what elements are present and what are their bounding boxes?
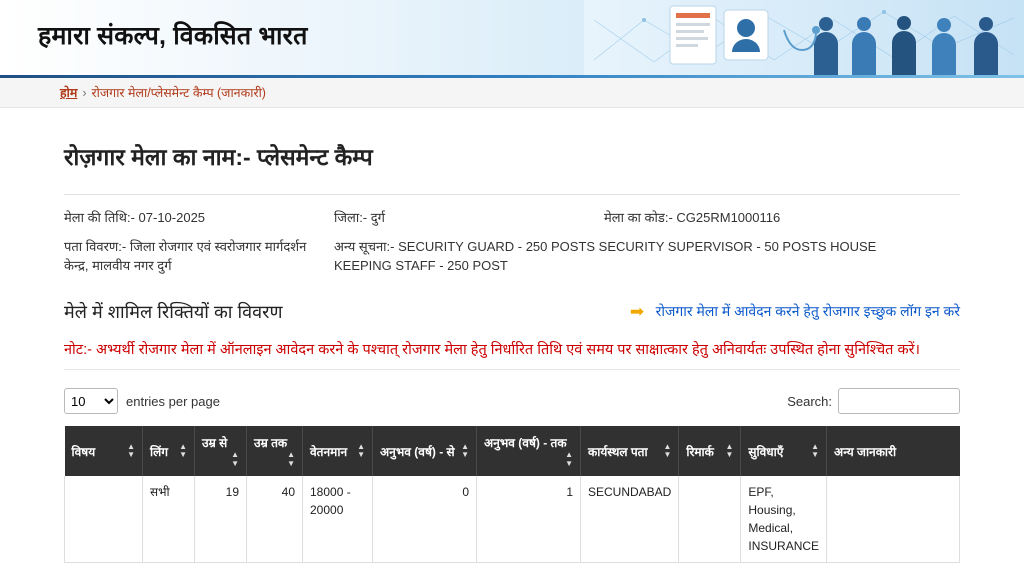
digital-india-illustration [584,0,1024,78]
vacancy-table [64,426,960,563]
column-label: वेतनमान [310,444,348,459]
column-label: लिंग [150,444,169,459]
cell-age-to: 40 [247,476,303,563]
vacancy-table-head [65,426,960,476]
mela-address: पता विवरण:- जिला रोजगार एवं स्वरोजगार मार्गदर्शन केन्द्र, मालवीय नगर दुर्ग [64,238,307,273]
mela-date: मेला की तिथि:- 07-10-2025 [64,210,206,225]
column-label: अनुभव (वर्ष) - से [380,444,455,459]
login-link-wrap [630,302,960,322]
table-controls [64,388,960,414]
main-content [0,108,1024,563]
sort-icon: ▲ ▼ [179,441,187,460]
vacancy-section-title: मेले में शामिल रिक्तियों का विवरण [64,301,283,322]
breadcrumb [0,78,1024,108]
column-header-other-info[interactable] [827,426,960,476]
sort-icon: ▲ ▼ [663,441,672,460]
table-header-row [65,426,960,476]
entries-per-page-label: entries per page [126,393,220,409]
sort-icon: ▲ ▼ [725,441,734,460]
vacancy-section-header [64,300,960,324]
search-input[interactable] [838,388,960,414]
cell-gender: सभी [143,476,195,563]
mela-details-row-1 [64,209,960,228]
jobseeker-login-link[interactable]: रोजगार मेला में आवेदन करने हेतु रोजगार इच्छुक लॉग इन करे [655,302,960,319]
sort-icon: ▲ ▼ [811,441,820,460]
column-label: विषय [71,444,96,459]
sort-icon: ▲ ▼ [231,450,239,468]
mela-details [64,195,960,276]
search-label: Search: [787,393,832,409]
arrow-right-icon: ➡ [629,301,645,321]
column-header-gender[interactable] [143,426,195,476]
entries-per-page-group [64,388,220,414]
column-label: रिमार्क [686,444,714,459]
column-header-work-address[interactable] [581,426,679,476]
search-group [787,388,960,414]
column-header-experience-from[interactable] [373,426,477,476]
vacancy-table-body [65,476,960,563]
sort-icon: ▲ ▼ [287,450,295,468]
mela-other-info: अन्य सूचना:- SECURITY GUARD - 250 POSTS SECURITY SUPERVISOR - 50 POSTS HOUSE KEEPING STAFF - 250 POST [334,238,877,273]
cell-experience-to: 1 [477,476,581,563]
page-title: रोज़गार मेला का नाम:- प्लेसमेन्ट कैम्प [64,108,960,195]
cell-age-from: 19 [195,476,247,563]
cell-remark [679,476,741,563]
column-header-remark[interactable] [679,426,741,476]
cell-experience-from: 0 [373,476,477,563]
site-banner [0,0,1024,78]
sort-icon: ▲ ▼ [461,441,469,460]
cell-subject [65,476,143,563]
column-header-age-to[interactable] [247,426,303,476]
table-row [65,476,960,563]
instruction-note: नोट:- अभ्यर्थी रोजगार मेला में ऑनलाइन आवेदन करने के पश्चात् रोजगार मेला हेतु निर्धारित तिथि एवं समय पर साक्षात्कार हेतु अनिवार्यतः उपस्थित होना सुनिश्चित करें। [64,340,960,371]
mela-code: मेला का कोड:- CG25RM1000116 [604,210,781,225]
breadcrumb-separator: › [82,85,87,100]
sort-icon: ▲ ▼ [127,441,135,460]
sort-icon: ▲ ▼ [357,441,365,460]
cell-work-address: SECUNDABAD [581,476,679,563]
column-label: उम्र से [202,436,228,451]
breadcrumb-home-link[interactable]: होम [60,86,78,100]
column-label: उम्र तक [254,436,288,451]
sort-icon: ▲ ▼ [565,450,573,468]
banner-divider [0,75,1024,78]
banner-title: हमारा संकल्प, विकसित भारत [38,22,308,50]
cell-facilities: EPF, Housing, Medical, INSURANCE [741,476,827,563]
column-header-facilities[interactable] [741,426,827,476]
mela-district: जिला:- दुर्ग [334,210,385,225]
column-label: कार्यस्थल पता [588,444,648,459]
column-label: सुविधाएँ [748,444,784,459]
column-header-age-from[interactable] [195,426,247,476]
column-header-experience-to[interactable] [477,426,581,476]
column-label: अन्य जानकारी [834,444,897,459]
cell-pay-scale: 18000 - 20000 [303,476,373,563]
breadcrumb-current: रोजगार मेला/प्लेसमेन्ट कैम्प (जानकारी) [91,86,266,100]
column-header-pay-scale[interactable] [303,426,373,476]
cell-other-info [827,476,960,563]
column-header-subject[interactable] [65,426,143,476]
entries-per-page-select[interactable] [64,388,118,414]
column-label: अनुभव (वर्ष) - तक [484,436,567,451]
mela-details-row-2 [64,238,960,276]
